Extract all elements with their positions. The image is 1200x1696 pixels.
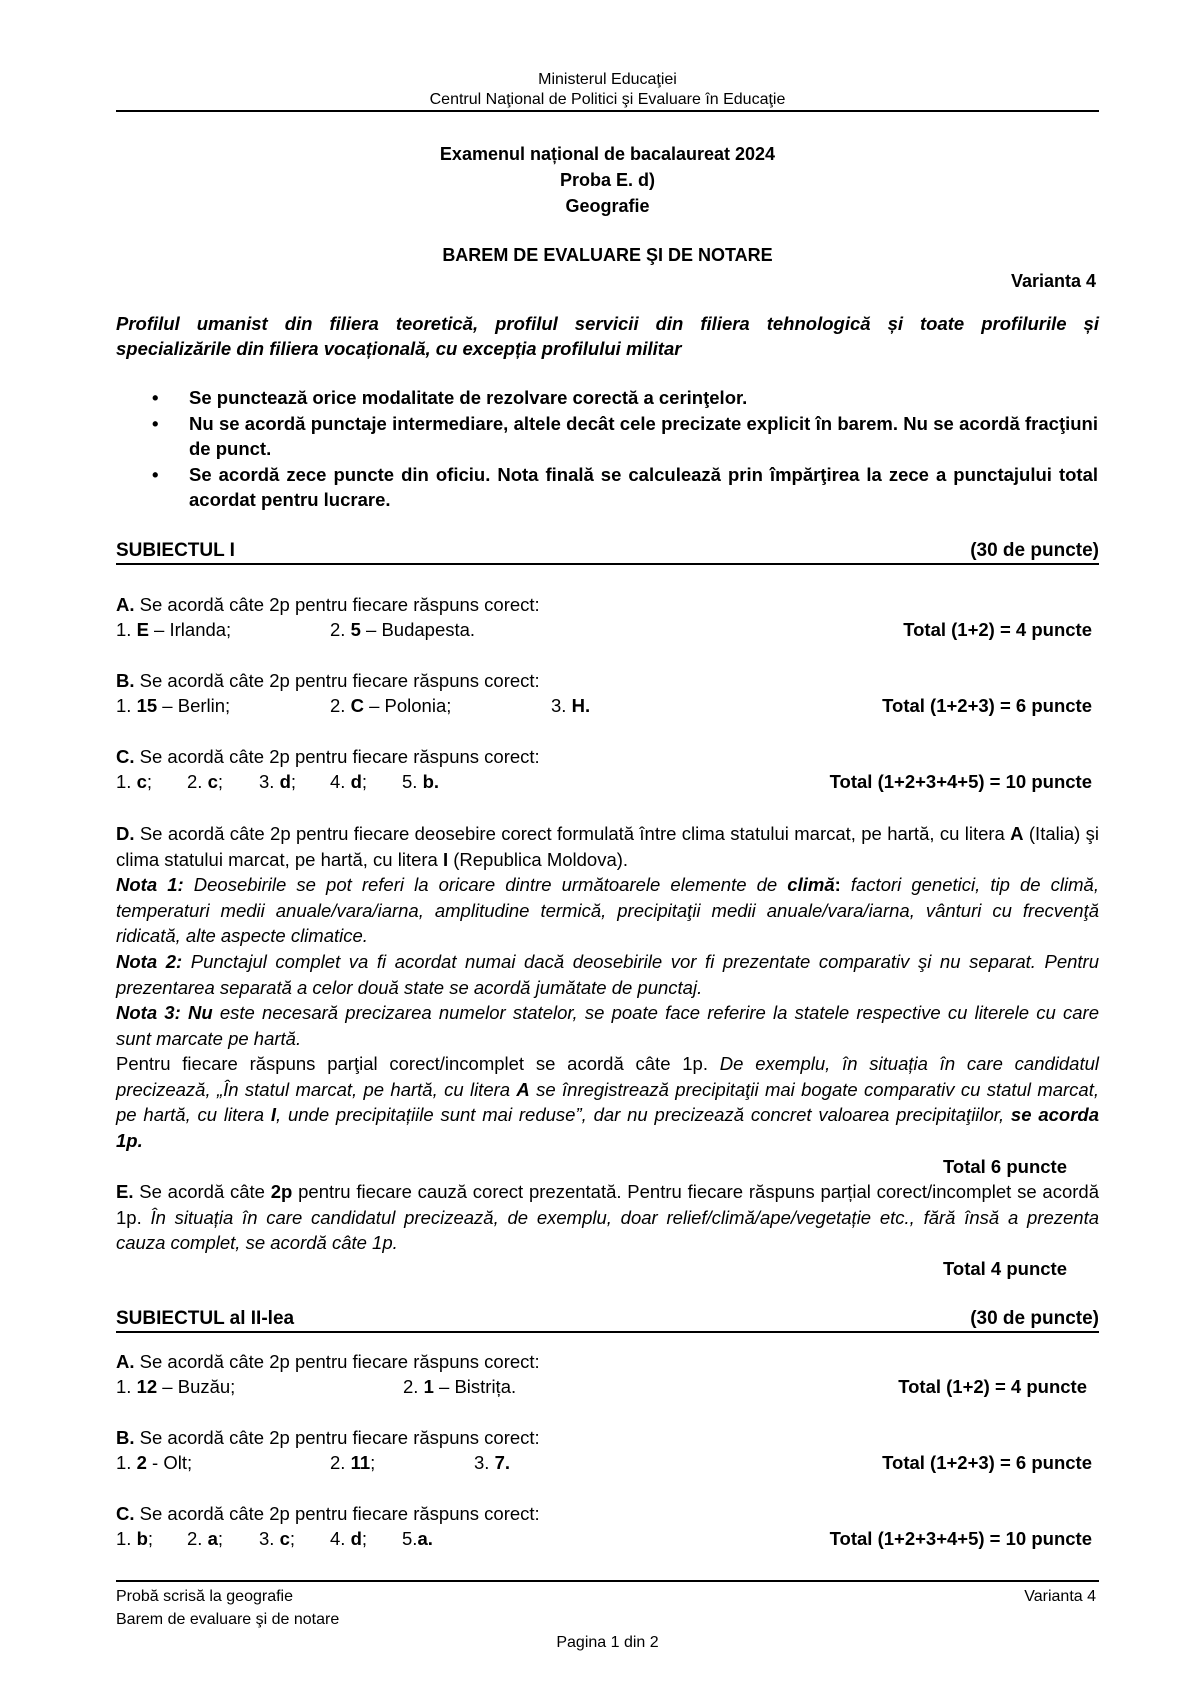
page-number: Pagina 1 din 2: [556, 1634, 659, 1651]
bullet-icon: •: [152, 387, 159, 408]
s1-c-answer-4: 4. d;: [330, 771, 368, 792]
s2-c-answer-5: 5.a.: [402, 1528, 433, 1549]
subject-2-heading: SUBIECTUL al II-lea (30 de puncte): [116, 1307, 1099, 1333]
barem-title: BAREM DE EVALUARE ŞI DE NOTARE: [442, 245, 773, 265]
s1-b-answer-1: 1. 15 – Berlin;: [116, 695, 231, 716]
header-divider: [116, 110, 1099, 112]
subject-1-points: (30 de puncte): [970, 540, 1099, 561]
s1-a-answer-1: 1. E – Irlanda;: [116, 619, 232, 640]
s1-c-intro: C. Se acordă câte 2p pentru fiecare răspuns corect:: [116, 746, 540, 767]
s1-d-total: Total 6 puncte: [942, 1156, 1067, 1177]
proba-title: Proba E. d): [559, 170, 655, 190]
profile-line-1: Profilul umanist din filiera teoretică, profilul servicii din filiera tehnologică și toate profilurile și: [116, 313, 1099, 334]
center-name: Centrul Naţional de Politici şi Evaluare în Educaţie: [429, 91, 786, 108]
s2-c-total: Total (1+2+3+4+5) = 10 puncte: [829, 1528, 1092, 1549]
s2-c-answer-1: 1. b;: [116, 1528, 154, 1549]
s2-a-answer-1: 1. 12 – Buzău;: [116, 1376, 236, 1397]
subject-2-points: (30 de puncte): [970, 1308, 1099, 1329]
s2-c-answer-4: 4. d;: [330, 1528, 368, 1549]
s1-a-total: Total (1+2) = 4 puncte: [903, 619, 1092, 640]
s2-b-intro: B. Se acordă câte 2p pentru fiecare răspuns corect:: [116, 1427, 540, 1448]
s2-b-answer-3: 3. 7.: [474, 1452, 511, 1473]
profile-line-2: specializările din filiera vocațională, cu excepția profilului militar: [116, 338, 682, 359]
s1-d-nota-1: Nota 1: Deosebirile se pot referi la oricare dintre următoarele elemente de climă: factori genetici, tip de climă, temperaturi medii anuale/vara/iarna, amplitudine termică, precipitaţii medii anuale/vara/iarna, vânturi cu frecvenţă ridicată, alte aspecte climatice.: [116, 874, 1099, 946]
ministry-name: Ministerul Educaţiei: [538, 71, 677, 88]
footer-divider: [116, 1580, 1099, 1582]
s1-b-intro: B. Se acordă câte 2p pentru fiecare răspuns corect:: [116, 670, 540, 691]
s2-c-answer-2: 2. a;: [187, 1528, 224, 1549]
rules-list: [152, 385, 1098, 513]
subject-1-heading: SUBIECTUL I (30 de puncte): [116, 539, 1099, 565]
exam-title: Examenul național de bacalaureat 2024: [439, 144, 776, 164]
s1-a-answer-2: 2. 5 – Budapesta.: [330, 619, 476, 640]
s1-c-answer-1: 1. c;: [116, 771, 153, 792]
s2-c-answer-3: 3. c;: [259, 1528, 296, 1549]
s1-b-answer-3: 3. H.: [551, 695, 591, 716]
rule-item: • Nu se acordă punctaje intermediare, altele decât cele precizate explicit în barem. Nu se acordă fracţiuni de punct.: [152, 412, 1098, 459]
s2-b-total: Total (1+2+3) = 6 puncte: [882, 1452, 1092, 1473]
s2-b-answer-1: 1. 2 - Olt;: [116, 1452, 193, 1473]
s2-a-intro: A. Se acordă câte 2p pentru fiecare răspuns corect:: [116, 1351, 540, 1372]
subject-title: Geografie: [565, 196, 650, 216]
bullet-icon: •: [152, 463, 159, 485]
s2-c-intro: C. Se acordă câte 2p pentru fiecare răspuns corect:: [116, 1503, 540, 1524]
s1-d-nota-2: Nota 2: Punctajul complet va fi acordat numai dacă deosebirile vor fi prezentate comparativ şi nu separat. Pentru prezentarea separată a celor două state se acordă jumătate de punctaj.: [116, 951, 1100, 998]
s1-c-answer-5: 5. b.: [402, 771, 440, 792]
s2-a-answer-2: 2. 1 – Bistrița.: [403, 1376, 517, 1397]
s1-d-partial: Pentru fiecare răspuns parţial corect/incomplet se acordă câte 1p. De exemplu, în situația în care candidatul precizează, „În statul marcat, pe hartă, cu litera A se înregistrează precipitaţii mai bogate comparativ cu statul marcat, pe hartă, cu litera I, unde precipitațiile sunt mai reduse”, dar nu precizează concret valoarea precipitaţiilor, se acorda 1p.: [116, 1053, 1100, 1151]
rule-item: • Se punctează orice modalitate de rezolvare corectă a cerinţelor.: [152, 385, 1098, 411]
s1-e-statement: E. Se acordă câte 2p pentru fiecare cauză corect prezentată. Pentru fiecare răspuns parțial corect/incomplet se acordă 1p. În situația în care candidatul precizează, de exemplu, doar relief/climă/ape/vegetație etc., fără însă a prezenta cauza complet, se acordă câte 1p.: [116, 1181, 1099, 1253]
s1-c-answer-2: 2. c;: [187, 771, 224, 792]
s2-b-answer-2: 2. 11;: [330, 1452, 376, 1473]
s1-d-nota-3: Nota 3: Nu este necesară precizarea numelor statelor, se poate face referire la statele respective cu literele cu care sunt marcate pe hartă.: [116, 1002, 1099, 1049]
rule-item: • Se acordă zece puncte din oficiu. Nota finală se calculează prin împărţirea la zece a punctajului total acordat pentru lucrare.: [152, 463, 1098, 510]
s2-a-total: Total (1+2) = 4 puncte: [898, 1376, 1087, 1397]
s1-b-answer-2: 2. C – Polonia;: [330, 695, 452, 716]
s1-b-total: Total (1+2+3) = 6 puncte: [882, 695, 1092, 716]
s1-c-answer-3: 3. d;: [259, 771, 297, 792]
s1-a-intro: A. Se acordă câte 2p pentru fiecare răspuns corect:: [116, 594, 540, 615]
footer-barem: Barem de evaluare şi de notare: [116, 1611, 340, 1628]
footer-proba: Probă scrisă la geografie: [116, 1588, 293, 1605]
bullet-icon: •: [152, 412, 159, 434]
s1-e-total: Total 4 puncte: [942, 1258, 1067, 1279]
footer-variant: Varianta 4: [1024, 1588, 1096, 1605]
s1-c-total: Total (1+2+3+4+5) = 10 puncte: [829, 771, 1092, 792]
s1-d-statement: D. Se acordă câte 2p pentru fiecare deosebire corect formulată între clima statului marcat, pe hartă, cu litera A (Italia) şi clima statului marcat, pe hartă, cu litera I (Republica Moldova).: [116, 823, 1099, 870]
variant-label: Varianta 4: [1010, 271, 1096, 291]
